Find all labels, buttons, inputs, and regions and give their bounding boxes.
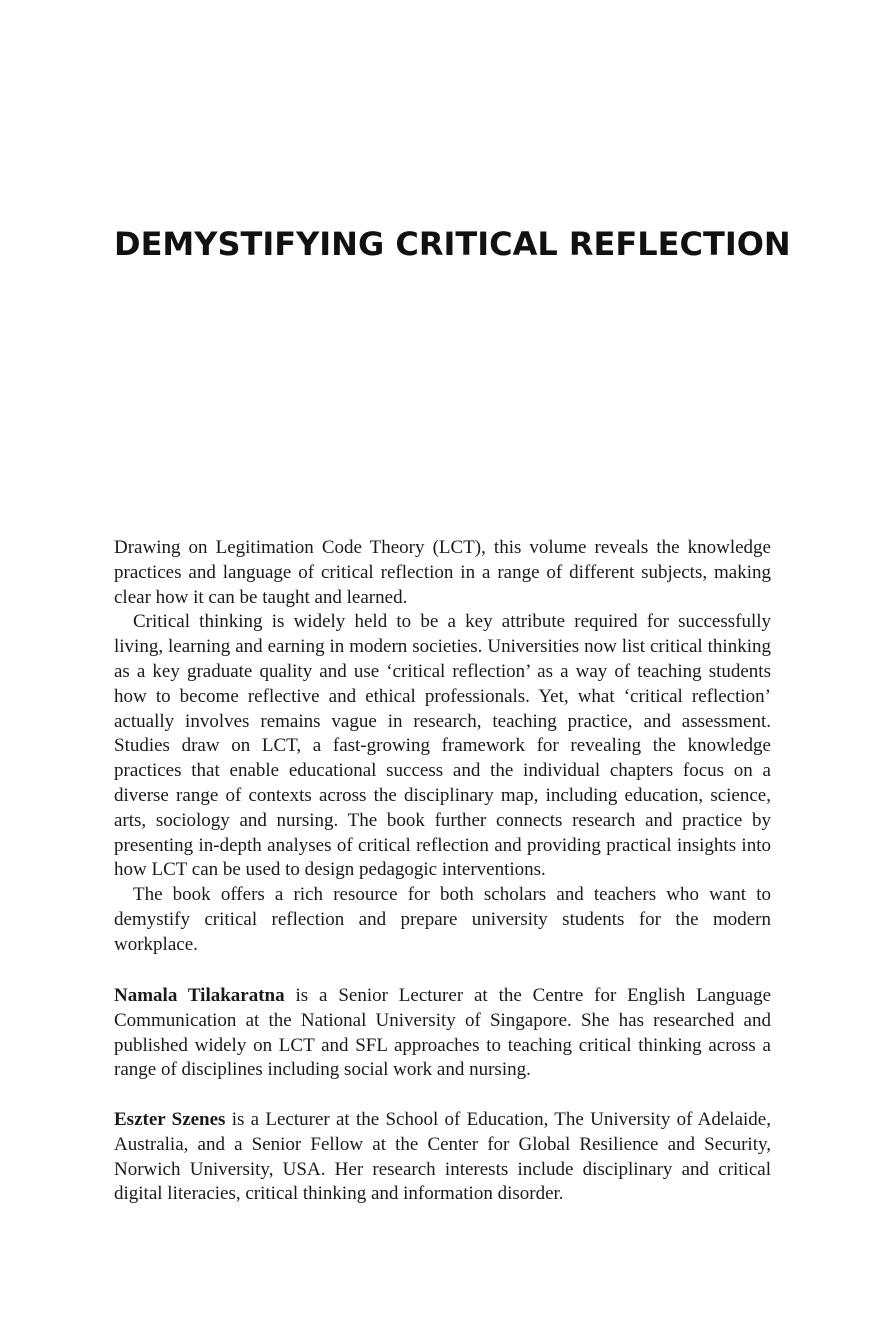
author-bio: [114, 984, 771, 1083]
author-bio: [114, 1108, 771, 1207]
author-bio-paragraph: [114, 1108, 771, 1207]
blurb-paragraph: The book offers a rich resource for both scholars and teachers who want to demystify critical reflection and prepare university students for the modern workplace.: [114, 884, 771, 955]
author-name: Eszter Szenes: [114, 1109, 226, 1130]
author-name: Namala Tilakaratna: [114, 985, 285, 1006]
author-bio-text: is a Lecturer at the School of Education, The University of Adelaide, Australia, and a Senior Fellow at the Center for Global Resilience and Security, Norwich University, USA. Her research interests include disciplinary and critical digital literacies, critical thinking and information disorder.: [114, 1109, 771, 1205]
blurb-paragraph: Critical thinking is widely held to be a key attribute required for successfully living, learning and earning in modern societies. Universities now list critical thinking as a key graduate quality and use ‘critical reflection’ as a way of teaching students how to become reflective and ethical professionals. Yet, what ‘critical reflection’ actually involves remains vague in research, teaching practice, and assessment. Studies draw on LCT, a fast-growing framework for revealing the knowledge practices that enable educational success and the individual chapters focus on a diverse range of contexts across the disciplinary map, including education, science, arts, sociology and nursing. The book further connects research and practice by presenting in-depth analyses of critical reflection and providing practical insights into how LCT can be used to design pedagogic interventions.: [114, 611, 771, 881]
book-title: DEMYSTIFYING CRITICAL REFLECTION: [114, 225, 791, 263]
author-bio-paragraph: [114, 984, 771, 1083]
book-blurb: [114, 536, 771, 958]
blurb-paragraph: Drawing on Legitimation Code Theory (LCT), this volume reveals the knowledge practices and language of critical reflection in a range of different subjects, making clear how it can be taught and learned.: [114, 537, 771, 608]
author-bio-text: is a Senior Lecturer at the Centre for English Language Communication at the National University of Singapore. She has researched and published widely on LCT and SFL approaches to teaching critical thinking across a range of disciplines including social work and nursing.: [114, 985, 771, 1081]
